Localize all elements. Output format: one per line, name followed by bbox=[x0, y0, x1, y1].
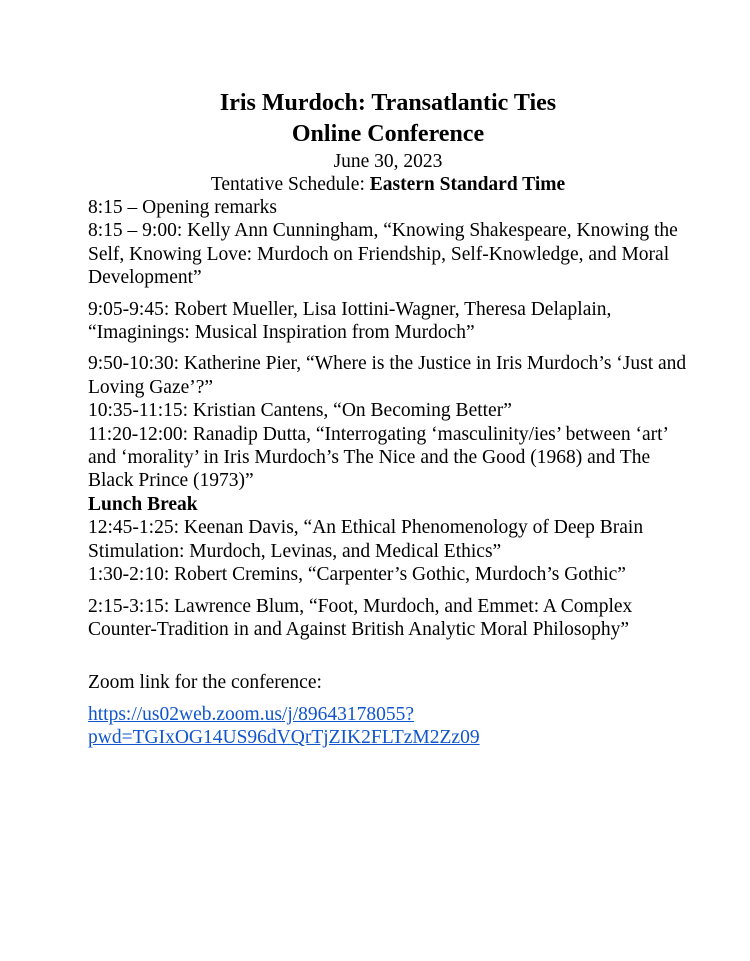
schedule-prefix: Tentative Schedule: bbox=[210, 174, 370, 195]
zoom-link[interactable] bbox=[88, 703, 688, 750]
conference-title bbox=[88, 88, 688, 150]
schedule-item-blum: 2:15-3:15: Lawrence Blum, “Foot, Murdoch, and Emmet: A Complex Counter-Tradition in and Against British Analytic Moral Philosophy” bbox=[88, 595, 633, 640]
schedule-item-cunningham: 8:15 – 9:00: Kelly Ann Cunningham, “Knowing Shakespeare, Knowing the Self, Knowing Love: Murdoch on Friendship, Self-Knowledge, and Moral Development” bbox=[88, 220, 678, 289]
section-spacer bbox=[88, 641, 688, 671]
schedule-item-lunch: Lunch Break bbox=[88, 493, 198, 515]
schedule-timezone: Eastern Standard Time bbox=[369, 174, 566, 195]
conference-date: June 30, 2023 bbox=[333, 151, 443, 172]
schedule-heading bbox=[88, 173, 688, 196]
schedule-item-opening: 8:15 – Opening remarks bbox=[88, 197, 278, 218]
title-line-1: Iris Murdoch: Transatlantic Ties bbox=[219, 90, 557, 116]
zoom-link-line-1: https://us02web.zoom.us/j/89643178055? bbox=[88, 703, 415, 725]
schedule-item-cremins: 1:30-2:10: Robert Cremins, “Carpenter’s Gothic, Murdoch’s Gothic” bbox=[88, 564, 626, 586]
schedule-item-pier: 9:50-10:30: Katherine Pier, “Where is the Justice in Iris Murdoch’s ‘Just and Loving Gaze’?” bbox=[88, 353, 687, 398]
schedule-item-dutta: 11:20-12:00: Ranadip Dutta, “Interrogating ‘masculinity/ies’ between ‘art’ and ‘morality’ in Iris Murdoch’s The Nice and the Good (1968) and The Black Prince (1973)” bbox=[88, 423, 668, 492]
schedule-item-davis: 12:45-1:25: Keenan Davis, “An Ethical Phenomenology of Deep Brain Stimulation: Murdoch, Levinas, and Medical Ethics” bbox=[88, 517, 644, 562]
zoom-link-line-2: pwd=TGIxOG14US96dVQrTjZIK2FLTzM2Zz09 bbox=[88, 727, 480, 749]
conference-document bbox=[88, 88, 688, 750]
zoom-label: Zoom link for the conference: bbox=[88, 672, 322, 694]
title-line-2: Online Conference bbox=[291, 121, 485, 147]
schedule-item-mueller: 9:05-9:45: Robert Mueller, Lisa Iottini-Wagner, Theresa Delaplain, “Imaginings: Musical Inspiration from Murdoch” bbox=[88, 298, 612, 344]
schedule-list bbox=[88, 196, 688, 641]
schedule-item-cantens: 10:35-11:15: Kristian Cantens, “On Becoming Better” bbox=[88, 400, 512, 422]
